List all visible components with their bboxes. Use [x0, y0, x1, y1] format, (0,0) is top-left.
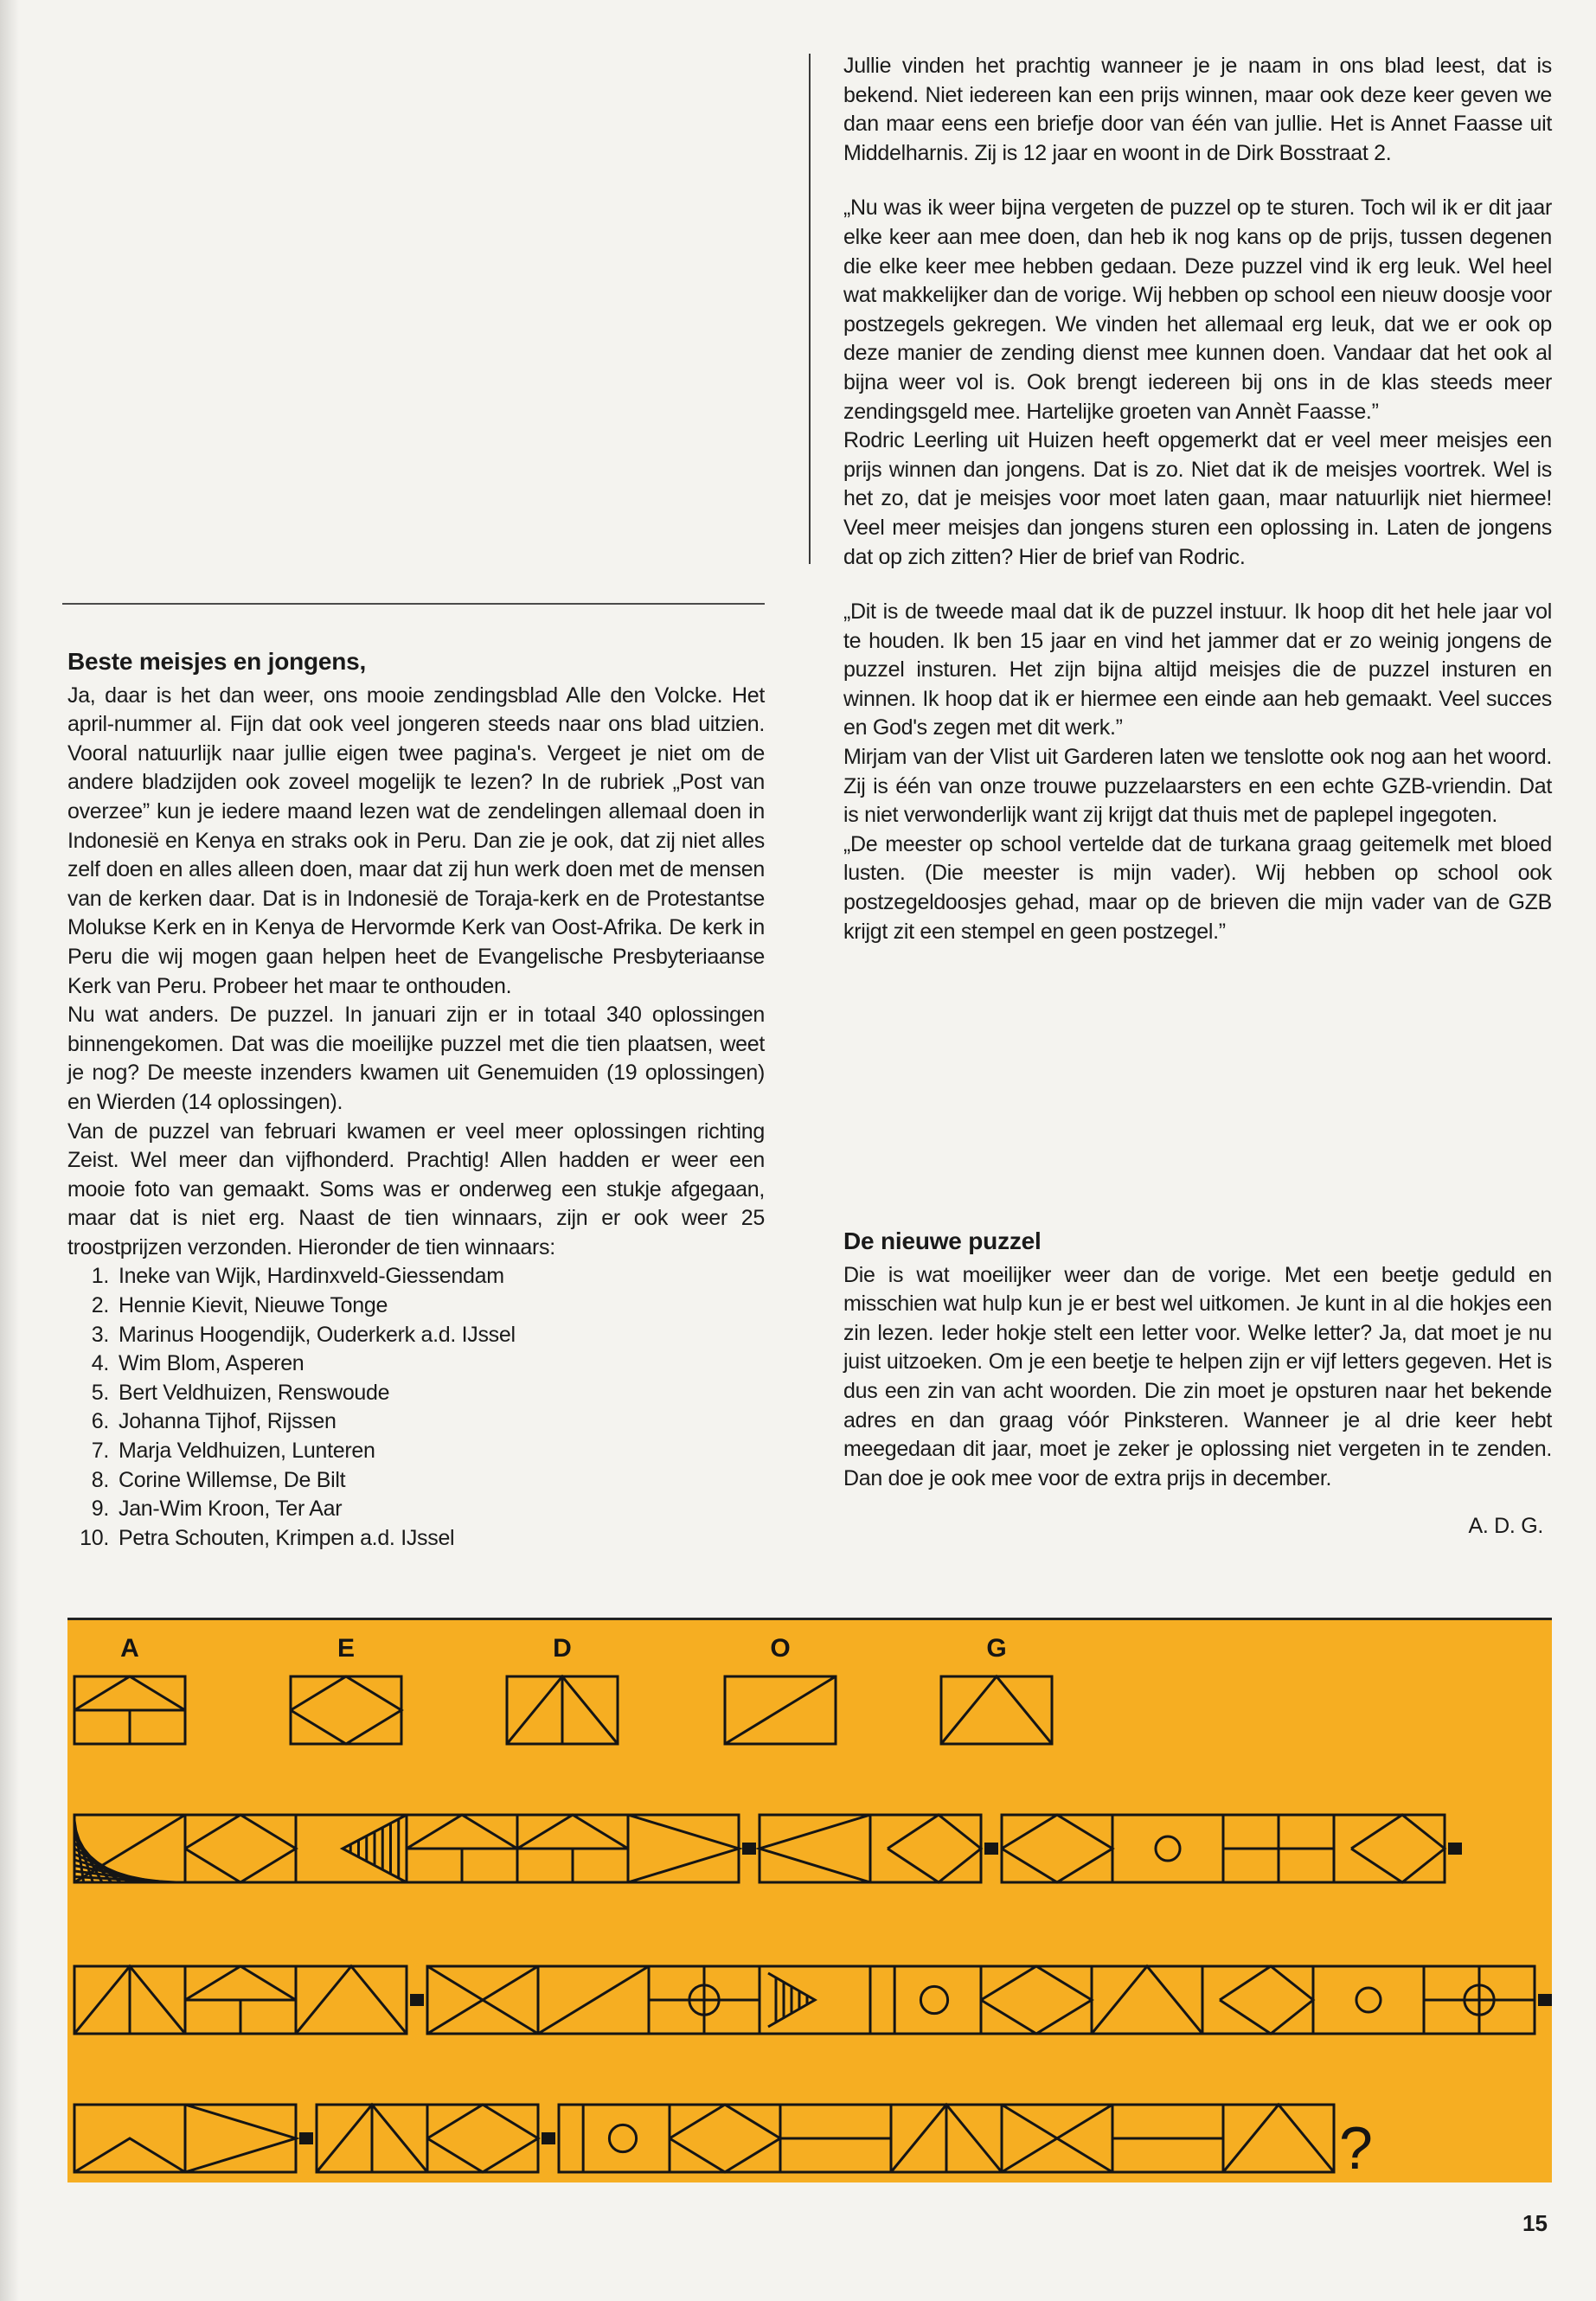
winner-number: 5.: [91, 1380, 109, 1405]
puzzle-glyph: [870, 1815, 981, 1882]
winners-list: [67, 1262, 765, 1553]
winner-name: Bert Veldhuizen, Renswoude: [119, 1380, 390, 1405]
winner-name: Marinus Hoogendijk, Ouderkerk a.d. IJssel: [119, 1322, 516, 1347]
word-separator: [1448, 1843, 1462, 1855]
winner-name: Petra Schouten, Krimpen a.d. IJssel: [119, 1525, 455, 1550]
given-letter: G: [986, 1634, 1007, 1663]
winner-item: [67, 1466, 765, 1496]
puzzle-glyph: [74, 1815, 185, 1882]
puzzle-glyph: [628, 1815, 739, 1882]
puzzle-glyph: [780, 2105, 891, 2172]
winner-item: [67, 1524, 765, 1554]
puzzle-glyph: [185, 1815, 296, 1882]
winner-name: Corine Willemse, De Bilt: [119, 1467, 346, 1492]
winner-name: Jan-Wim Kroon, Ter Aar: [119, 1497, 343, 1522]
winner-number: 7.: [91, 1439, 109, 1464]
winner-number: 1.: [91, 1264, 109, 1289]
winner-item: [67, 1321, 765, 1350]
puzzle-glyph: [1334, 1815, 1445, 1882]
winner-name: Johanna Tijhof, Rijssen: [119, 1409, 337, 1434]
winner-number: 10.: [80, 1525, 109, 1550]
word-separator: [410, 1994, 424, 2006]
puzzle-glyph: [296, 1966, 407, 2034]
new-puzzle-paragraph: Die is wat moeilijker weer dan de vorige. Met een beetje geduld en misschien wat hulp kun je er best wel uitkomen. Je kunt in al die hokjes een zin lezen. Ieder hokje stelt een letter voor. Welke letter? Ja, dat moet je nu juist uitzoeken. Om je een beetje te helpen zijn er vijf letters gegeven. Het is dus een zin van acht woorden. Die zin moet je opsturen naar het bekende adres en dan graag vóór Pinksteren. Wanneer je al drie keer hebt meegedaan dit jaar, moet je zeker je oplossing niet vergeten in te zenden. Dan doe je ook mee voor de extra prijs in december.: [843, 1262, 1552, 1490]
puzzle-results-paragraph: Nu wat anders. De puzzel. In januari zijn er in totaal 340 oplossingen binnengekomen. Dat was die moeilijke puzzel met die tien plaatsen, weet je nog? De meeste inzenders kwamen uit Genemuiden (19 oplossingen) en Wierden (14 oplossingen).: [67, 1003, 765, 1114]
key-glyph-G: [941, 1676, 1052, 1744]
puzzle-glyph: [517, 1815, 628, 1882]
page-spine: [0, 0, 19, 2301]
winner-name: Hennie Kievit, Nieuwe Tonge: [119, 1293, 388, 1318]
puzzle-glyph: [670, 2105, 780, 2172]
winner-name: Marja Veldhuizen, Lunteren: [119, 1439, 375, 1464]
puzzle-glyph: [559, 2105, 670, 2172]
puzzle-glyph: [185, 1966, 296, 2034]
puzzle-glyph: [74, 2105, 185, 2172]
winner-item: [67, 1437, 765, 1466]
winner-number: 9.: [91, 1497, 109, 1522]
section-divider: [62, 603, 765, 605]
puzzle-glyph: [981, 1966, 1092, 2034]
key-glyph-A: [74, 1676, 185, 1744]
puzzle-glyph: [1112, 2105, 1223, 2172]
winner-name: Ineke van Wijk, Hardinxveld-Giessendam: [119, 1264, 504, 1289]
winner-item: [67, 1262, 765, 1292]
signature: A. D. G.: [1468, 1514, 1543, 1539]
rodric-intro: Rodric Leerling uit Huizen heeft opgemerkt dat er veel meer meisjes een prijs winnen dan jongens. Dat is zo. Niet dat ik de meisjes voortrek. Wel is het zo, dat je meisjes voor moet laten gaan, maar natuurlijk niet hiermee! Veel meer meisjes dan jongens sturen een oplossing in. Laten de jongens dat op zich zitten? Hier de brief van Rodric.: [843, 428, 1552, 569]
winner-number: 8.: [91, 1467, 109, 1492]
key-glyph-D: [507, 1676, 618, 1744]
puzzle-glyph: [870, 1966, 981, 2034]
puzzle-glyph: [427, 2105, 538, 2172]
word-separator: [542, 2132, 555, 2144]
puzzle-glyph: [649, 1966, 760, 2034]
new-puzzle-heading: De nieuwe puzzel: [843, 1227, 1042, 1254]
winner-number: 4.: [91, 1351, 109, 1376]
puzzle-glyph: [1313, 1966, 1424, 2034]
mirjam-intro: Mirjam van der Vlist uit Garderen laten we tenslotte ook nog aan het woord. Zij is één van onze trouwe puzzelaarsters en een echte GZB-vriendin. Dat is niet verwonderlijk want zij krijgt dat thuis met de paplepel ingegoten.: [843, 745, 1552, 828]
winner-number: 2.: [91, 1293, 109, 1318]
puzzle-glyph: [427, 1966, 538, 2034]
given-letter: D: [553, 1634, 572, 1663]
puzzle-glyph: [1092, 1966, 1202, 2034]
puzzle-glyph: [74, 1966, 185, 2034]
word-separator: [742, 1843, 756, 1855]
column-divider: [809, 54, 811, 564]
winner-item: [67, 1407, 765, 1437]
new-puzzle-section: [843, 1227, 1552, 1541]
annet-letter: „Nu was ik weer bijna vergeten de puzzel op te sturen. Toch wil ik er dit jaar elke keer aan mee doen, dan heb ik nog kans op de prijs, tussen degenen die elke keer mee hebben gedaan. Deze puzzel vind ik erg leuk. Wel heel wat makkelijker dan de vorige. Wij hebben op school een nieuw doosje voor postzegels gekregen. We vinden het allemaal erg leuk, dat we er ook op deze manier de zending dienst mee kunnen doen. Vandaar dat het ook al bijna weer vol is. Ook brengt iedereen bij ons in de klas steeds meer zendingsgeld mee. Hartelijke groeten van Annèt Faasse.”: [843, 195, 1552, 424]
puzzle-glyph: [1223, 1815, 1334, 1882]
left-column: [67, 647, 765, 1553]
puzzle-glyph: [407, 1815, 517, 1882]
puzzle-panel: [67, 1618, 1552, 2182]
winner-number: 3.: [91, 1322, 109, 1347]
winner-item: [67, 1379, 765, 1408]
mirjam-letter: „De meester op school vertelde dat de turkana graag geitemelk met bloed lusten. (Die meester is mijn vader). Wij hebben op school ook postzegeldoosjes gehad, maar op de brieven die mijn vader van de GZB krijgt zit een stempel en geen postzegel.”: [843, 831, 1552, 944]
given-letter: O: [770, 1634, 791, 1663]
february-paragraph: Van de puzzel van februari kwamen er veel meer oplossingen richting Zeist. Wel meer dan vijfhonderd. Prachtig! Allen hadden er weer een mooie foto van gemaakt. Soms was er onderweg een stukje afgegaan, maar dat is niet erg. Naast de tien winnaars, zijn er ook weer 25 troostprijzen verzonden. Hieronder de tien winnaars:: [67, 1118, 765, 1259]
intro-paragraph: Ja, daar is het dan weer, ons mooie zendingsblad Alle den Volcke. Het april-nummer al. Fijn dat ook veel jongeren steeds naar ons blad uitzien. Vooral natuurlijk naar jullie eigen twee pagina's. Vergeet je niet om de andere bladzijden ook zoveel mogelijk te lezen? In de rubriek „Post van overzee” kun je iedere maand lezen wat de zendelingen allemaal doen in Indonesië en Kenya en straks ook in Peru. Dan zie je ook, dat zij niet alles zelf doen en alles alleen doen, maar dat zij hun werk doen met de mensen van de kerken daar. Dat is in Indonesië de Toraja-kerk en de Protestantse Molukse Kerk en in Kenya de Hervormde Kerk van Oost-Afrika. De kerk in Peru die wij mogen gaan helpen heet de Evangelische Presbyteriaanse Kerk van Peru. Probeer het maar te onthouden.: [67, 683, 765, 998]
winner-item: [67, 1292, 765, 1321]
puzzle-glyph: [538, 1966, 649, 2034]
puzzle-glyph: [185, 2105, 296, 2172]
winner-item: [67, 1349, 765, 1379]
puzzle-glyph: [317, 2105, 427, 2172]
letter-heading: Beste meisjes en jongens,: [67, 648, 367, 675]
key-glyph-E: [291, 1676, 401, 1744]
puzzle-glyph: [891, 2105, 1002, 2172]
puzzle-glyph: [760, 1815, 870, 1882]
puzzle-glyph: [1223, 2105, 1334, 2172]
key-glyph-O: [725, 1676, 836, 1744]
word-separator: [1538, 1994, 1552, 2006]
puzzle-glyph: [1002, 2105, 1112, 2172]
word-separator: [984, 1843, 998, 1855]
puzzle-glyph: [1424, 1966, 1535, 2034]
winner-name: Wim Blom, Asperen: [119, 1351, 304, 1376]
given-letter: E: [337, 1634, 356, 1663]
puzzle-glyph: [296, 1815, 407, 1882]
right-column: [843, 52, 1552, 946]
page-number: 15: [1522, 2210, 1548, 2236]
puzzle-glyph: [1002, 1815, 1112, 1882]
question-mark: ?: [1339, 2114, 1373, 2182]
word-separator: [299, 2132, 313, 2144]
puzzle-glyph: [1112, 1815, 1223, 1882]
puzzle-grid: [67, 1620, 1552, 2182]
rodric-letter: „Dit is de tweede maal dat ik de puzzel instuur. Ik hoop dit het hele jaar vol te houden. Ik ben 15 jaar en vind het jammer dat er zo weinig jongens de puzzel insturen. Het zijn bijna altijd meisjes die de puzzel insturen en winnen. Ik hoop dat ik er hiermee een einde aan heb gemaakt. Veel succes en God's zegen met dit werk.”: [843, 599, 1552, 740]
winner-number: 6.: [91, 1409, 109, 1434]
puzzle-glyph: [1202, 1966, 1313, 2034]
winner-item: [67, 1495, 765, 1524]
puzzle-glyph: [760, 1966, 870, 2034]
given-letter: A: [120, 1634, 139, 1663]
letters-intro-paragraph: Jullie vinden het prachtig wanneer je je naam in ons blad leest, dat is bekend. Niet iedereen kan een prijs winnen, maar ook deze keer geven we dan maar eens een briefje door van één van jullie. Het is Annet Faasse uit Middelharnis. Zij is 12 jaar en woont in de Dirk Bosstraat 2.: [843, 54, 1552, 165]
